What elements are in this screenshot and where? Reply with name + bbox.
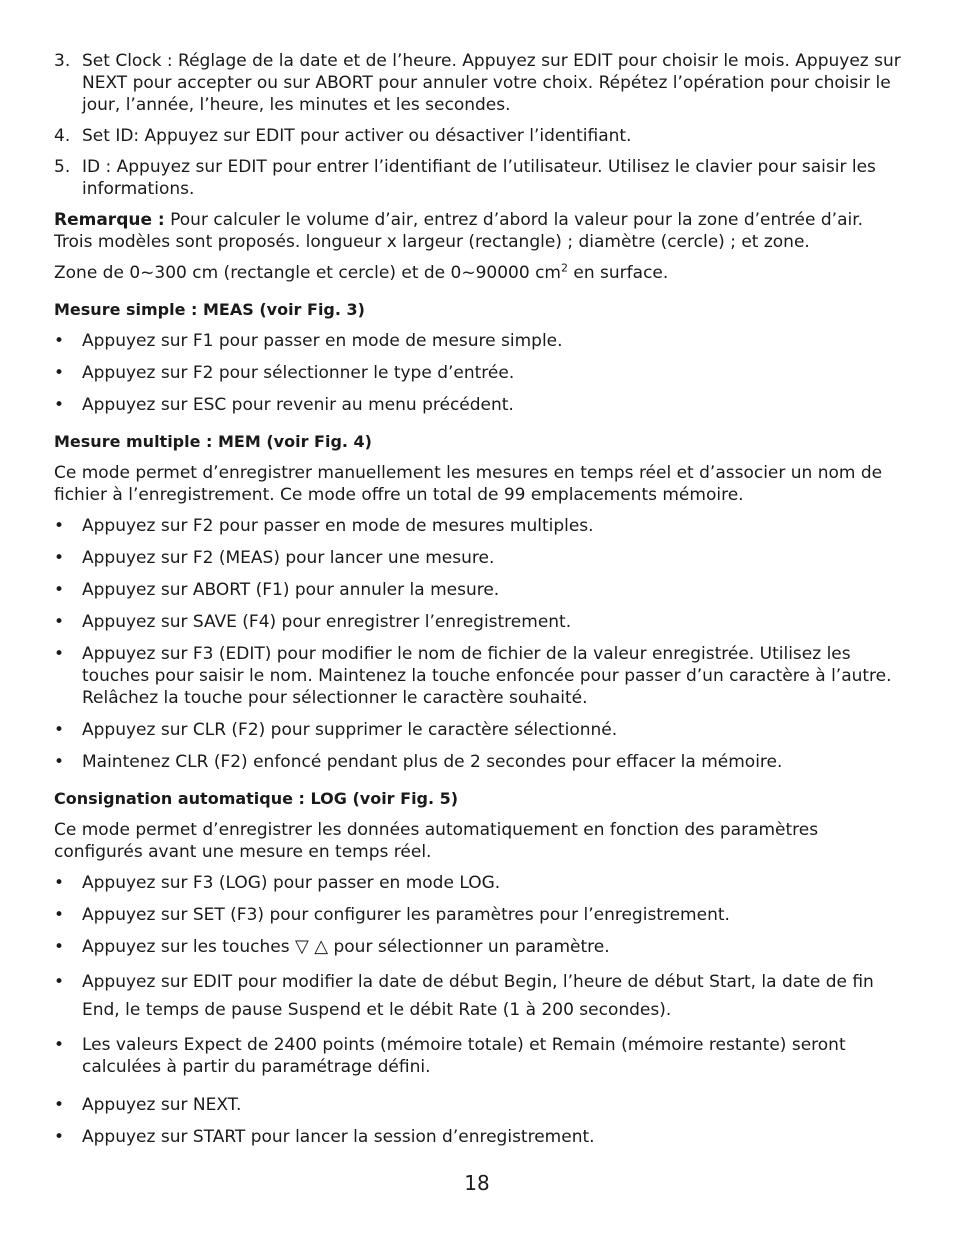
bullet-icon: • <box>54 752 65 772</box>
item-number: 3. <box>54 51 71 71</box>
bullet-icon: • <box>54 612 65 632</box>
page-number: 18 <box>464 1171 490 1195</box>
triangle-up-icon: △ <box>314 936 329 957</box>
list-item <box>54 362 902 384</box>
list-item <box>54 904 902 926</box>
list-item-text: Appuyez sur ESC pour revenir au menu précédent. <box>82 395 514 415</box>
list-item-text: Appuyez sur EDIT pour modifier la date de début Begin, l’heure de début Start, la date de fin End, le temps de pause Suspend et le débit Rate (1 à 200 secondes). <box>82 972 874 1020</box>
list-item-text: Appuyez sur START pour lancer la session d’enregistrement. <box>82 1127 595 1147</box>
list-item <box>54 1034 902 1078</box>
bullet-icon: • <box>54 937 65 957</box>
list-item <box>54 968 902 1024</box>
item-text: Set Clock : Réglage de la date et de l’heure. Appuyez sur EDIT pour choisir le mois. Appuyez sur NEXT pour accepter ou sur ABORT pour annuler votre choix. Répétez l’opération pour choisir le jour, l’année, l’heure, les minutes et les secondes. <box>82 51 901 115</box>
zone-text-end: en surface. <box>568 263 669 283</box>
bullet-icon: • <box>54 395 65 415</box>
list-item <box>54 330 902 352</box>
bullet-icon: • <box>54 580 65 600</box>
zone-text: Zone de 0~300 cm (rectangle et cercle) et de 0~90000 cm <box>54 263 561 283</box>
list-item-text-end: pour sélectionner un paramètre. <box>328 937 610 957</box>
bullet-icon: • <box>54 720 65 740</box>
list-item <box>54 1126 902 1148</box>
list-item-text: Maintenez CLR (F2) enfoncé pendant plus de 2 secondes pour effacer la mémoire. <box>82 752 783 772</box>
section-heading-mem: Mesure multiple : MEM (voir Fig. 4) <box>54 432 372 451</box>
numbered-item-3 <box>54 50 902 116</box>
list-item-text: Les valeurs Expect de 2400 points (mémoire totale) et Remain (mémoire restante) seront calculées à partir du paramétrage défini. <box>82 1035 846 1077</box>
item-number: 5. <box>54 157 71 177</box>
item-text: ID : Appuyez sur EDIT pour entrer l’identifiant de l’utilisateur. Utilisez le clavier pour saisir les informations. <box>82 157 876 199</box>
list-item-text: Appuyez sur F2 pour passer en mode de mesures multiples. <box>82 516 594 536</box>
bullet-icon: • <box>54 1035 65 1055</box>
numbered-item-4 <box>54 125 902 147</box>
bullet-icon: • <box>54 516 65 536</box>
list-item-text: Appuyez sur F3 (EDIT) pour modifier le nom de fichier de la valeur enregistrée. Utilisez les touches pour saisir le nom. Maintenez la touche enfoncée pour passer d’un caractère à l’autre. Relâchez la touche pour sélectionner le caractère souhaité. <box>82 644 892 708</box>
list-item-text: Appuyez sur SET (F3) pour configurer les paramètres pour l’enregistrement. <box>82 905 730 925</box>
page-content <box>54 50 902 1158</box>
bullet-icon: • <box>54 905 65 925</box>
list-item-text: Appuyez sur CLR (F2) pour supprimer le caractère sélectionné. <box>82 720 618 740</box>
list-item-text: Appuyez sur ABORT (F1) pour annuler la mesure. <box>82 580 500 600</box>
bullet-icon: • <box>54 1095 65 1115</box>
section-intro: Ce mode permet d’enregistrer les données automatiquement en fonction des paramètres configurés avant une mesure en temps réel. <box>54 820 819 862</box>
bullet-icon: • <box>54 548 65 568</box>
remark-paragraph <box>54 209 902 253</box>
list-item <box>54 1094 902 1116</box>
list-item <box>54 394 902 416</box>
list-item <box>54 515 902 537</box>
bullet-icon: • <box>54 644 65 664</box>
list-item <box>54 611 902 633</box>
triangle-down-icon: ▽ <box>294 936 309 957</box>
list-item <box>54 579 902 601</box>
list-item-text: Appuyez sur F2 pour sélectionner le type d’entrée. <box>82 363 515 383</box>
list-item-text: Appuyez sur F3 (LOG) pour passer en mode LOG. <box>82 873 501 893</box>
zone-paragraph <box>54 262 902 284</box>
section-intro: Ce mode permet d’enregistrer manuellement les mesures en temps réel et d’associer un nom de fichier à l’enregistrement. Ce mode offre un total de 99 emplacements mémoire. <box>54 463 883 505</box>
item-text: Set ID: Appuyez sur EDIT pour activer ou désactiver l’identifiant. <box>82 126 632 146</box>
section-heading-meas: Mesure simple : MEAS (voir Fig. 3) <box>54 300 365 319</box>
bullet-icon: • <box>54 972 65 992</box>
list-item <box>54 547 902 569</box>
list-item <box>54 936 902 958</box>
remark-text: Pour calculer le volume d’air, entrez d’abord la valeur pour la zone d’entrée d’air. Trois modèles sont proposés. longueur x largeur (rectangle) ; diamètre (cercle) ; et zone. <box>54 210 864 252</box>
list-item <box>54 643 902 709</box>
list-item <box>54 872 902 894</box>
bullet-icon: • <box>54 331 65 351</box>
list-item <box>54 719 902 741</box>
bullet-icon: • <box>54 873 65 893</box>
item-number: 4. <box>54 126 71 146</box>
list-item-text: Appuyez sur SAVE (F4) pour enregistrer l’enregistrement. <box>82 612 572 632</box>
superscript-2: 2 <box>561 261 568 275</box>
list-item-text: Appuyez sur les touches <box>82 937 295 957</box>
list-item <box>54 751 902 773</box>
remark-label: Remarque : <box>54 210 165 230</box>
numbered-item-5 <box>54 156 902 200</box>
section-heading-log: Consignation automatique : LOG (voir Fig. 5) <box>54 789 459 808</box>
list-item-text: Appuyez sur F2 (MEAS) pour lancer une mesure. <box>82 548 495 568</box>
bullet-icon: • <box>54 363 65 383</box>
list-item-text: Appuyez sur NEXT. <box>82 1095 242 1115</box>
list-item-text: Appuyez sur F1 pour passer en mode de mesure simple. <box>82 331 563 351</box>
bullet-icon: • <box>54 1127 65 1147</box>
